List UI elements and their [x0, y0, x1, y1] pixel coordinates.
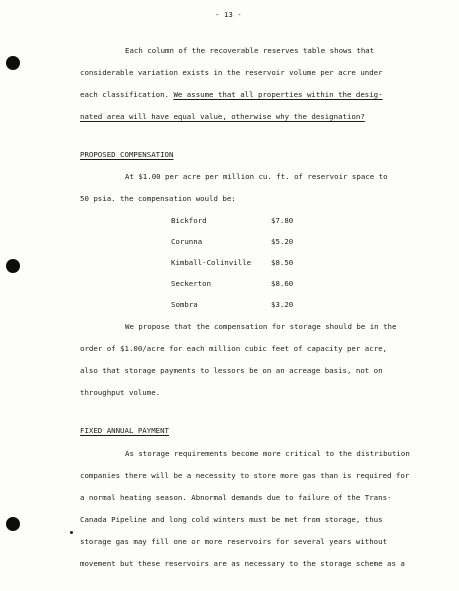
table-cell-value: $3.20 [271, 300, 294, 309]
para1-line3-plain: each classification. [80, 90, 169, 99]
payment-line3: a normal heating season. Abnormal demands due to failure of the Trans- [80, 493, 392, 502]
table-cell-value: $7.80 [271, 216, 294, 225]
section-heading-fixed-annual-payment: FIXED ANNUAL PAYMENT [80, 426, 169, 435]
proposal-line2: order of $1.00/acre for each million cubic feet of capacity per acre, [80, 344, 388, 353]
payment-line6: movement but these reservoirs are as necessary to the storage scheme as a [80, 559, 405, 568]
table-cell-name: Bickford [171, 216, 207, 225]
proposal-line3: also that storage payments to lessors be on an acreage basis, not on [80, 366, 383, 375]
binder-hole-top [6, 56, 20, 70]
page-number: - 13 - [215, 10, 242, 19]
para1-line3 [80, 90, 383, 100]
compensation-intro-line1: At $1.00 per acre per million cu. ft. of reservoir space to [125, 172, 388, 181]
payment-line2: companies there will be a necessity to store more gas than is required for [80, 471, 410, 480]
payment-line1: As storage requirements become more critical to the distribution [125, 449, 410, 458]
para1-line4-underlined: nated area will have equal value, otherwise why the designation? [80, 112, 365, 121]
payment-line4: Canada Pipeline and long cold winters must be met from storage, thus [80, 515, 383, 524]
section-heading-proposed-compensation: PROPOSED COMPENSATION [80, 150, 174, 159]
payment-line5: storage gas may fill one or more reservoirs for several years without [80, 537, 388, 546]
table-cell-value: $8.50 [271, 258, 294, 267]
para1-line2: considerable variation exists in the reservoir volume per acre under [80, 68, 383, 77]
table-cell-name: Sombra [171, 300, 198, 309]
table-cell-value: $8.60 [271, 279, 294, 288]
proposal-line1: We propose that the compensation for storage should be in the [125, 322, 397, 331]
table-cell-name: Kimball-Colinville [171, 258, 252, 267]
para1-line3-underlined: We assume that all properties within the desig- [173, 90, 383, 99]
para1-line1: Each column of the recoverable reserves table shows that [125, 46, 375, 55]
table-cell-name: Seckerton [171, 279, 212, 288]
binder-hole-middle [6, 259, 20, 273]
table-cell-value: $5.20 [271, 237, 294, 246]
compensation-intro-line2: 50 psia. the compensation would be: [80, 194, 236, 203]
binder-hole-bottom [6, 517, 20, 531]
proposal-line4: throughput volume. [80, 388, 161, 397]
ink-speck [70, 531, 73, 534]
table-cell-name: Corunna [171, 237, 203, 246]
